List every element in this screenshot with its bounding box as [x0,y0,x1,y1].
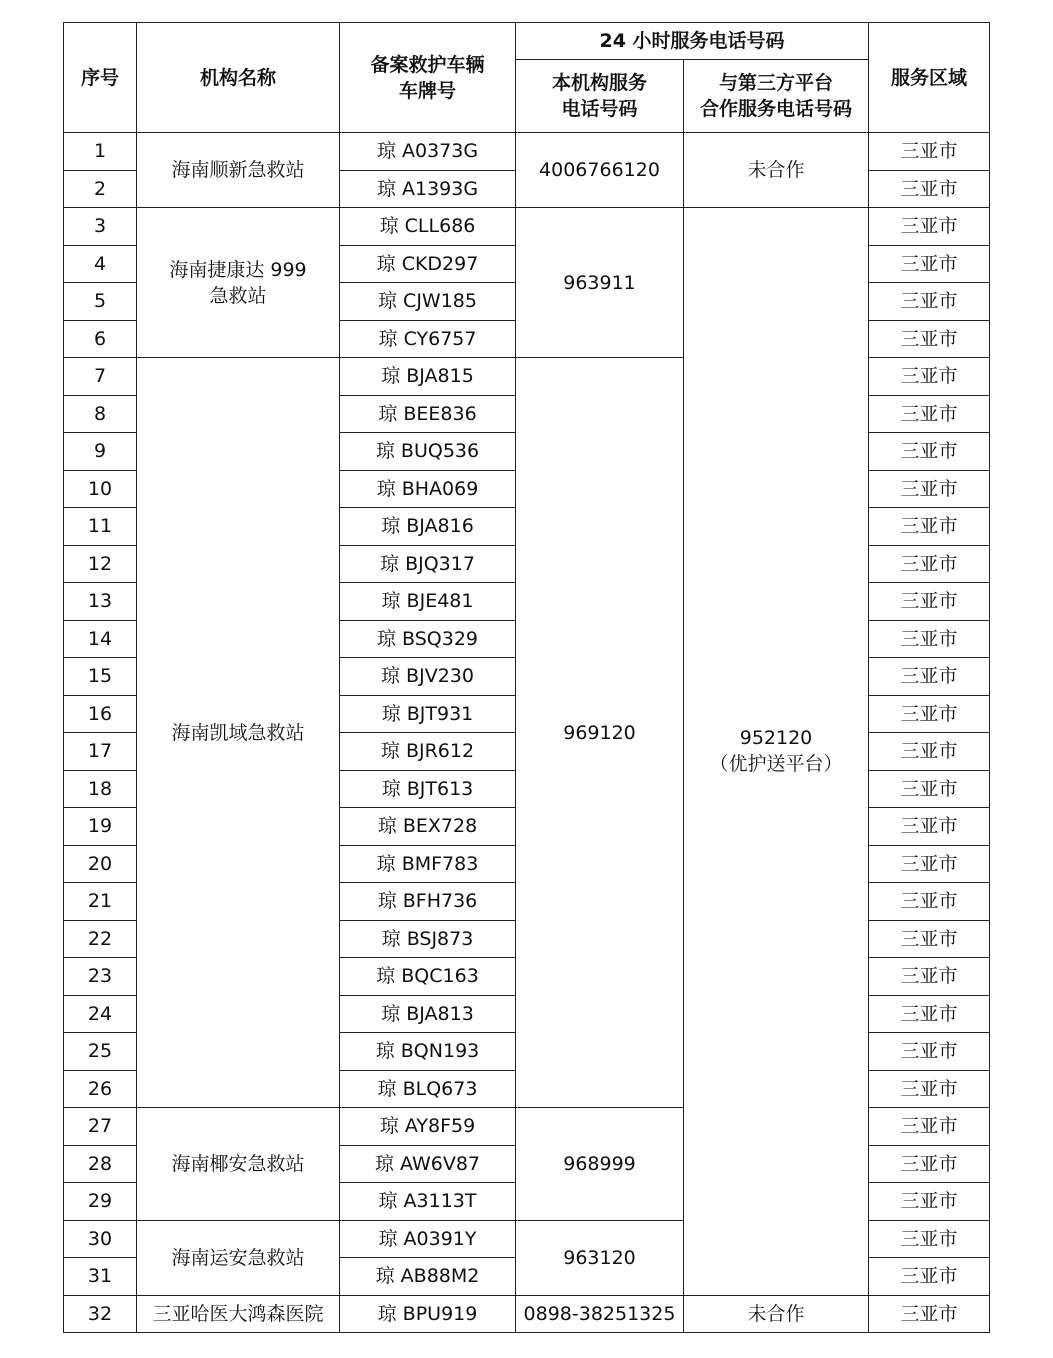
service-area-cell: 三亚市 [869,470,990,508]
org-name-cell [137,1295,340,1333]
ambulance-registry-table [63,22,990,1333]
seq-cell: 27 [64,1108,137,1146]
seq-cell: 13 [64,583,137,621]
plate-cell: 琼 BJR612 [340,733,516,771]
org-name-line: 急救站 [209,284,267,307]
seq-cell: 5 [64,283,137,321]
header-org [137,23,340,133]
service-area-cell: 三亚市 [869,1295,990,1333]
plate-cell: 琼 BLQ673 [340,1070,516,1108]
seq-cell: 31 [64,1258,137,1296]
service-area-cell: 三亚市 [869,1220,990,1258]
seq-cell: 30 [64,1220,137,1258]
org-name-cell [137,208,340,358]
plate-cell: 琼 BEX728 [340,808,516,846]
plate-cell: 琼 BJA815 [340,358,516,396]
plate-cell: 琼 BFH736 [340,883,516,921]
plate-cell: 琼 BSJ873 [340,920,516,958]
plate-cell: 琼 A0373G [340,133,516,171]
seq-cell: 12 [64,545,137,583]
service-area-cell: 三亚市 [869,320,990,358]
header-area: 服务区域 [869,23,990,133]
seq-cell: 24 [64,995,137,1033]
service-area-cell: 三亚市 [869,1145,990,1183]
seq-cell: 20 [64,845,137,883]
header-plate [340,23,516,133]
org-name-line: 海南顺新急救站 [171,159,305,181]
plate-cell: 琼 CLL686 [340,208,516,246]
plate-cell: 琼 BHA069 [340,470,516,508]
org-name-line: 海南捷康达 999 [169,258,307,281]
service-area-cell: 三亚市 [869,658,990,696]
header-third-line2: 合作服务电话号码 [699,98,852,120]
own-phone-cell: 969120 [516,358,684,1108]
table-header [64,23,990,133]
plate-cell: 琼 AY8F59 [340,1108,516,1146]
own-phone-cell: 963120 [516,1220,684,1295]
seq-cell: 7 [64,358,137,396]
seq-cell: 11 [64,508,137,546]
third-party-line: 未合作 [747,159,805,181]
header-plate-line2: 车牌号 [398,79,456,102]
header-phone-group: 24 小时服务电话号码 [516,23,869,60]
seq-cell: 18 [64,770,137,808]
service-area-cell: 三亚市 [869,808,990,846]
service-area-cell: 三亚市 [869,958,990,996]
plate-cell: 琼 BJV230 [340,658,516,696]
third-party-phone-cell [684,208,869,1296]
plate-cell: 琼 BQN193 [340,1033,516,1071]
service-area-cell: 三亚市 [869,358,990,396]
service-area-cell: 三亚市 [869,170,990,208]
seq-cell: 8 [64,395,137,433]
seq-cell: 14 [64,620,137,658]
org-name-line: 海南运安急救站 [171,1246,305,1269]
org-name-cell [137,133,340,208]
seq-cell: 3 [64,208,137,246]
service-area-cell: 三亚市 [869,695,990,733]
plate-cell: 琼 CKD297 [340,245,516,283]
service-area-cell: 三亚市 [869,583,990,621]
seq-cell: 25 [64,1033,137,1071]
seq-cell: 16 [64,695,137,733]
seq-cell: 6 [64,320,137,358]
service-area-cell: 三亚市 [869,1183,990,1221]
service-area-cell: 三亚市 [869,395,990,433]
seq-cell: 21 [64,883,137,921]
service-area-cell: 三亚市 [869,845,990,883]
plate-cell: 琼 BJA813 [340,995,516,1033]
plate-cell: 琼 A3113T [340,1183,516,1221]
service-area-cell: 三亚市 [869,245,990,283]
org-name-line: 海南椰安急救站 [171,1152,305,1175]
plate-cell: 琼 A0391Y [340,1220,516,1258]
header-own-phone [516,60,684,133]
own-phone-cell: 963911 [516,208,684,358]
service-area-cell: 三亚市 [869,1033,990,1071]
seq-cell: 19 [64,808,137,846]
service-area-cell: 三亚市 [869,208,990,246]
org-name-line: 三亚哈医大鸿森医院 [152,1302,324,1325]
seq-cell: 26 [64,1070,137,1108]
table-row [64,1295,990,1333]
seq-cell: 17 [64,733,137,771]
table-body [64,133,990,1333]
service-area-cell: 三亚市 [869,1258,990,1296]
org-name-line: 海南凯域急救站 [171,721,305,744]
service-area-cell: 三亚市 [869,770,990,808]
org-name-cell [137,1108,340,1221]
service-area-cell: 三亚市 [869,133,990,171]
plate-cell: 琼 BUQ536 [340,433,516,471]
own-phone-cell: 968999 [516,1108,684,1221]
seq-cell: 4 [64,245,137,283]
plate-cell: 琼 CY6757 [340,320,516,358]
plate-cell: 琼 CJW185 [340,283,516,321]
own-phone-cell: 4006766120 [516,133,684,208]
plate-cell: 琼 BPU919 [340,1295,516,1333]
plate-cell: 琼 BJT613 [340,770,516,808]
seq-cell: 2 [64,170,137,208]
header-org-text: 机构名称 [199,66,276,89]
service-area-cell: 三亚市 [869,1070,990,1108]
seq-cell: 22 [64,920,137,958]
seq-cell: 1 [64,133,137,171]
service-area-cell: 三亚市 [869,883,990,921]
plate-cell: 琼 BMF783 [340,845,516,883]
third-party-phone-cell [684,133,869,208]
seq-cell: 9 [64,433,137,471]
header-seq: 序号 [64,23,137,133]
seq-cell: 32 [64,1295,137,1333]
service-area-cell: 三亚市 [869,545,990,583]
service-area-cell: 三亚市 [869,508,990,546]
plate-cell: 琼 BQC163 [340,958,516,996]
plate-cell: 琼 BJE481 [340,583,516,621]
third-party-phone-cell [684,1295,869,1333]
service-area-cell: 三亚市 [869,1108,990,1146]
plate-cell: 琼 BEE836 [340,395,516,433]
header-own-line2: 电话号码 [561,98,638,120]
plate-cell: 琼 A1393G [340,170,516,208]
third-party-line: 未合作 [747,1302,805,1325]
plate-cell: 琼 BJA816 [340,508,516,546]
org-name-cell [137,1220,340,1295]
header-own-line1: 本机构服务 [551,72,647,94]
service-area-cell: 三亚市 [869,620,990,658]
seq-cell: 23 [64,958,137,996]
org-name-cell [137,358,340,1108]
seq-cell: 15 [64,658,137,696]
seq-cell: 28 [64,1145,137,1183]
plate-cell: 琼 AB88M2 [340,1258,516,1296]
plate-cell: 琼 BJQ317 [340,545,516,583]
seq-cell: 29 [64,1183,137,1221]
service-area-cell: 三亚市 [869,733,990,771]
service-area-cell: 三亚市 [869,433,990,471]
plate-cell: 琼 BJT931 [340,695,516,733]
header-third-line1: 与第三方平台 [718,72,833,94]
table-row [64,208,990,246]
table-row [64,133,990,171]
header-third-phone [684,60,869,133]
plate-cell: 琼 AW6V87 [340,1145,516,1183]
service-area-cell: 三亚市 [869,995,990,1033]
third-party-line: 952120 [739,727,813,750]
service-area-cell: 三亚市 [869,920,990,958]
header-plate-line1: 备案救护车辆 [370,53,485,76]
third-party-line: （优护送平台） [709,753,843,776]
seq-cell: 10 [64,470,137,508]
own-phone-cell: 0898-38251325 [516,1295,684,1333]
plate-cell: 琼 BSQ329 [340,620,516,658]
service-area-cell: 三亚市 [869,283,990,321]
